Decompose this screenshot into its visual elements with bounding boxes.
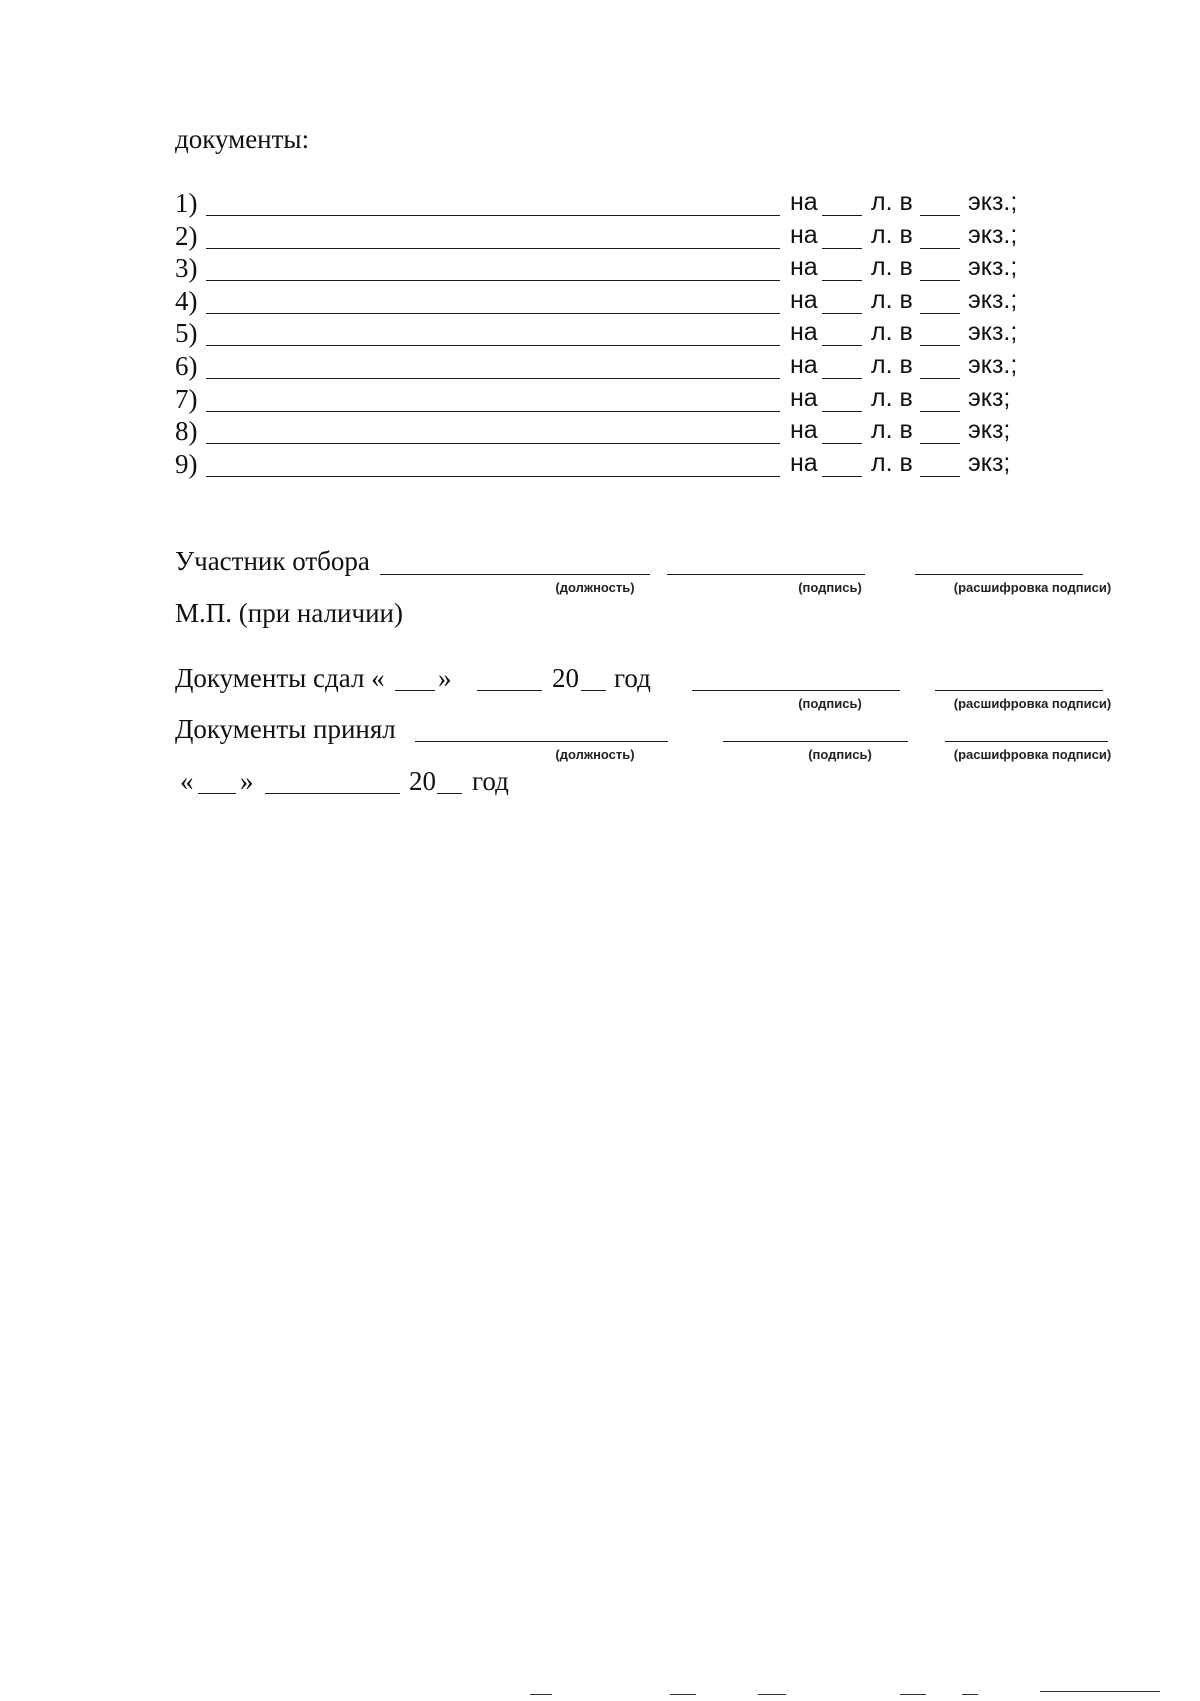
document-sheets-label: л. в xyxy=(871,383,913,412)
submitted-signature-field[interactable] xyxy=(692,690,900,691)
document-number: 8) xyxy=(175,416,198,447)
document-on-label: на xyxy=(790,253,818,282)
received-quote-close: » xyxy=(240,766,254,796)
document-copies-field[interactable] xyxy=(920,443,960,444)
document-sheets-field[interactable] xyxy=(822,411,862,412)
document-name-field[interactable] xyxy=(206,411,780,412)
participant-decoding-field[interactable] xyxy=(915,574,1083,575)
document-row xyxy=(0,383,1200,418)
document-number: 2) xyxy=(175,220,198,251)
received-day-field[interactable] xyxy=(198,793,236,794)
received-decoding-field[interactable] xyxy=(945,741,1108,742)
scan-speck xyxy=(670,1694,696,1695)
document-sheets-field[interactable] xyxy=(822,280,862,281)
received-signature-field[interactable] xyxy=(723,741,908,742)
document-on-label: на xyxy=(790,383,818,412)
participant-label: Участник отбора xyxy=(175,546,370,576)
document-sheets-label: л. в xyxy=(871,318,913,347)
document-copies-label: экз.; xyxy=(968,351,1018,379)
document-sheets-field[interactable] xyxy=(822,443,862,444)
participant-position-field[interactable] xyxy=(380,574,650,575)
document-sheets-label: л. в xyxy=(871,416,913,445)
document-number: 9) xyxy=(175,448,198,479)
document-on-label: на xyxy=(790,318,818,347)
document-row xyxy=(0,353,1200,385)
received-position-caption: (должность) xyxy=(555,747,635,762)
document-on-label: на xyxy=(790,351,818,379)
received-year-field[interactable] xyxy=(437,793,462,794)
document-name-field[interactable] xyxy=(206,476,780,477)
submitted-year-field[interactable] xyxy=(581,690,606,691)
document-row xyxy=(0,285,1200,320)
document-name-field[interactable] xyxy=(206,345,780,346)
received-year-prefix: 20 xyxy=(409,766,436,796)
document-row xyxy=(0,255,1200,287)
document-name-field[interactable] xyxy=(206,313,780,314)
document-row xyxy=(0,220,1200,255)
document-copies-label: экз.; xyxy=(968,285,1018,314)
document-name-field[interactable] xyxy=(206,443,780,444)
participant-position-caption: (должность) xyxy=(555,580,635,595)
document-row xyxy=(0,320,1200,352)
received-year-suffix: год xyxy=(472,766,509,796)
participant-signature-caption: (подпись) xyxy=(798,580,862,595)
document-sheets-label: л. в xyxy=(871,188,913,216)
scan-speck xyxy=(1040,1691,1160,1692)
document-copies-label: экз; xyxy=(968,416,1011,445)
received-month-field[interactable] xyxy=(265,793,400,794)
document-sheets-label: л. в xyxy=(871,285,913,314)
received-label: Документы принял xyxy=(175,714,396,744)
document-copies-field[interactable] xyxy=(920,411,960,412)
document-row xyxy=(0,448,1200,483)
document-row xyxy=(0,190,1200,222)
document-on-label: на xyxy=(790,285,818,314)
document-number: 1) xyxy=(175,188,198,218)
document-sheets-field[interactable] xyxy=(822,215,862,216)
document-sheets-field[interactable] xyxy=(822,345,862,346)
document-copies-field[interactable] xyxy=(920,313,960,314)
document-sheets-field[interactable] xyxy=(822,248,862,249)
submitted-year-prefix: 20 xyxy=(552,663,579,693)
document-sheets-field[interactable] xyxy=(822,476,862,477)
document-sheets-label: л. в xyxy=(871,448,913,477)
document-copies-field[interactable] xyxy=(920,476,960,477)
document-copies-label: экз.; xyxy=(968,318,1018,347)
scan-speck xyxy=(900,1694,926,1695)
document-on-label: на xyxy=(790,188,818,216)
submitted-day-field[interactable] xyxy=(395,690,435,691)
document-copies-field[interactable] xyxy=(920,215,960,216)
document-on-label: на xyxy=(790,448,818,477)
stamp-label: М.П. (при наличии) xyxy=(175,598,403,628)
document-on-label: на xyxy=(790,416,818,445)
document-sheets-label: л. в xyxy=(871,253,913,282)
document-number: 3) xyxy=(175,253,198,284)
document-row xyxy=(0,418,1200,450)
received-quote-open: « xyxy=(180,766,194,796)
document-sheets-label: л. в xyxy=(871,220,913,249)
document-on-label: на xyxy=(790,220,818,249)
scan-speck xyxy=(530,1694,552,1695)
document-number: 6) xyxy=(175,351,198,381)
document-number: 5) xyxy=(175,318,198,349)
document-copies-label: экз; xyxy=(968,383,1011,412)
submitted-decoding-field[interactable] xyxy=(935,690,1103,691)
received-decoding-caption: (расшифровка подписи) xyxy=(953,747,1112,762)
submitted-year-suffix: год xyxy=(614,663,651,693)
received-signature-caption: (подпись) xyxy=(808,747,872,762)
document-copies-label: экз; xyxy=(968,448,1011,477)
submitted-label: Документы сдал « xyxy=(175,663,385,693)
document-copies-field[interactable] xyxy=(920,378,960,379)
scan-speck xyxy=(758,1694,786,1695)
submitted-quote-close: » xyxy=(438,663,452,693)
document-sheets-field[interactable] xyxy=(822,313,862,314)
submitted-decoding-caption: (расшифровка подписи) xyxy=(953,696,1112,711)
section-heading: документы: xyxy=(175,124,310,154)
document-copies-label: экз.; xyxy=(968,188,1018,216)
document-sheets-field[interactable] xyxy=(822,378,862,379)
document-number: 7) xyxy=(175,383,198,414)
participant-decoding-caption: (расшифровка подписи) xyxy=(953,580,1112,595)
document-copies-field[interactable] xyxy=(920,248,960,249)
submitted-signature-caption: (подпись) xyxy=(798,696,862,711)
document-name-field[interactable] xyxy=(206,280,780,281)
document-copies-field[interactable] xyxy=(920,280,960,281)
document-name-field[interactable] xyxy=(206,215,780,216)
document-number: 4) xyxy=(175,285,198,316)
participant-signature-field[interactable] xyxy=(667,574,865,575)
document-name-field[interactable] xyxy=(206,248,780,249)
submitted-month-field[interactable] xyxy=(477,690,542,691)
document-name-field[interactable] xyxy=(206,378,780,379)
scan-speck xyxy=(962,1694,978,1695)
received-position-field[interactable] xyxy=(415,741,668,742)
document-copies-label: экз.; xyxy=(968,220,1018,249)
document-copies-field[interactable] xyxy=(920,345,960,346)
document-sheets-label: л. в xyxy=(871,351,913,379)
document-copies-label: экз.; xyxy=(968,253,1018,282)
